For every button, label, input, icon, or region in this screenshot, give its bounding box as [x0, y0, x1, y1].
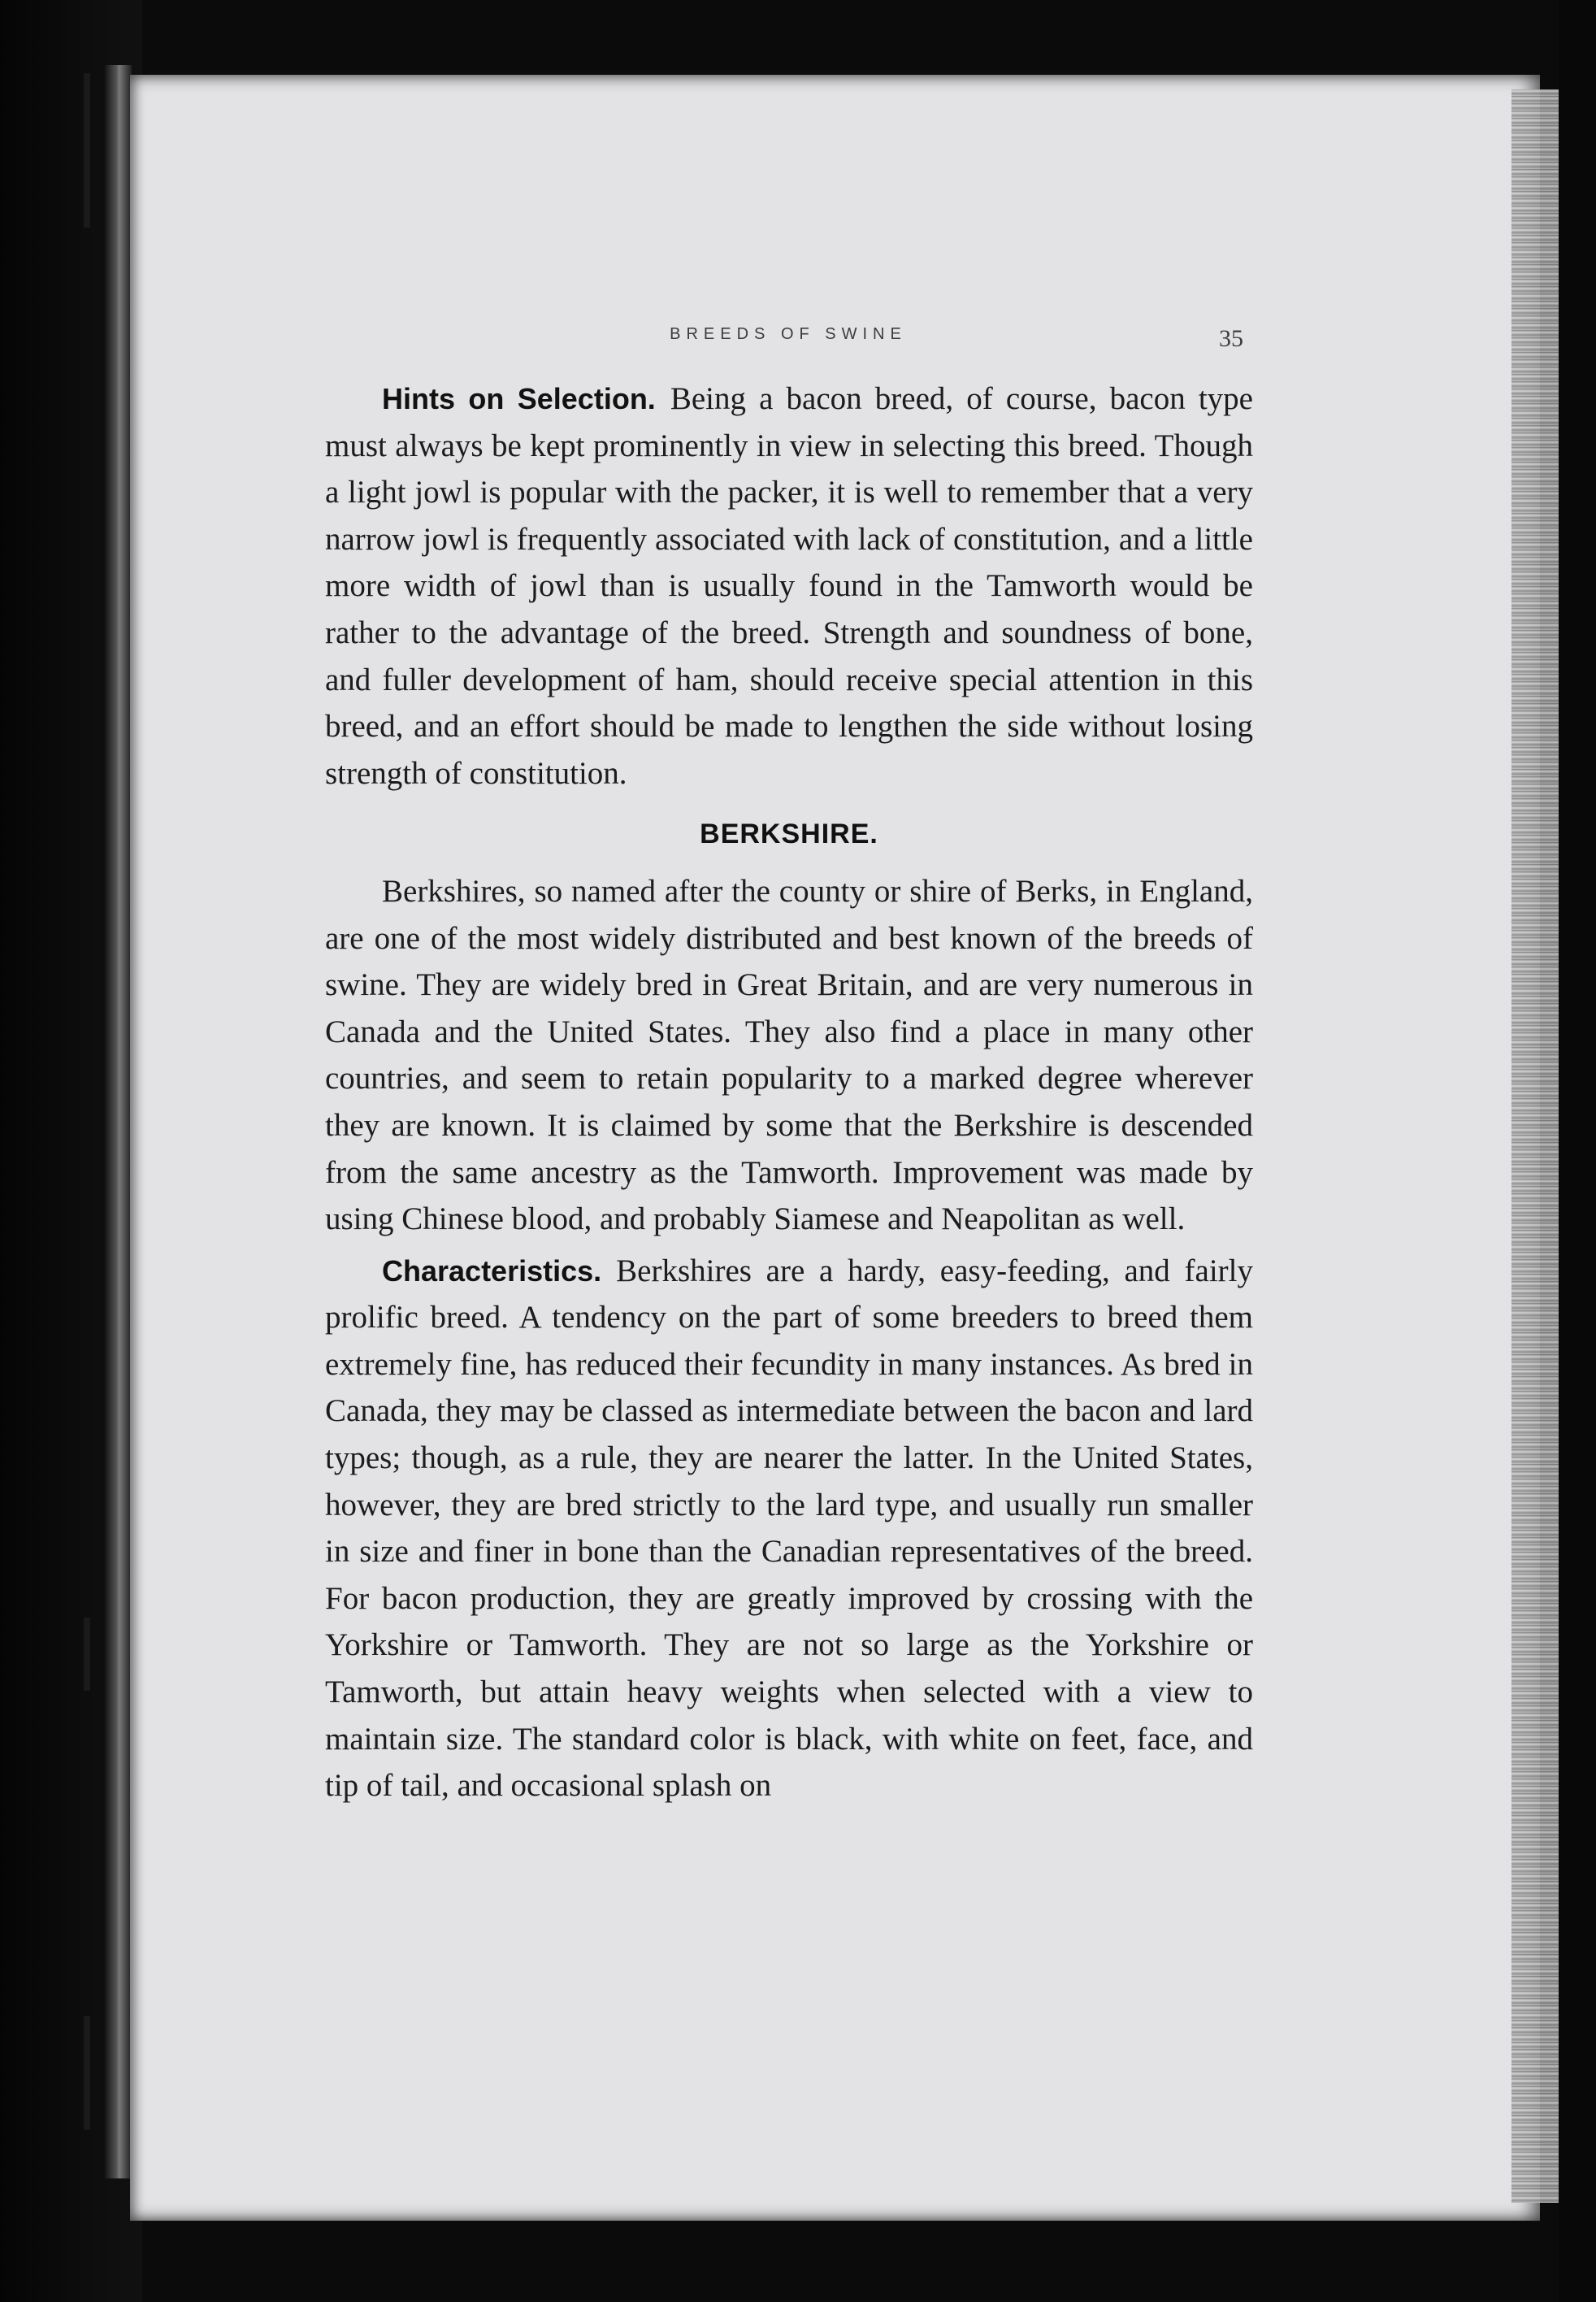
binding-mark [84, 73, 90, 228]
page-body [325, 376, 1253, 1809]
binding-mark [84, 1618, 90, 1691]
berkshire-intro-paragraph: Berkshires, so named after the county or shire of Berks, in England, are one of the most widely distributed and best known of the breeds of swine. They are widely bred in Great Britain, and are very numerous in Canada and the United States. They also find a place in many other countries, and seem to retain popularity to a marked degree wherever they are known. It is claimed by some that the Berkshire is descended from the same ancestry as the Tamworth. Improvement was made by using Chinese blood, and probably Siamese and Neapolitan as well. [325, 873, 1253, 1237]
page-number: 35 [1219, 325, 1243, 352]
binding-mark [84, 2016, 90, 2130]
characteristics-text: Berkshires are a hardy, easy-feeding, and fairly prolific breed. A tendency on the part of some breeders to breed them extremely fine, has reduced their fecundity in many instances. As bred in Canada, they may be classed as intermediate between the bacon and lard types; though, as a rule, they are nearer the latter. In the United States, however, they are bred strictly to the lard type, and usually run smaller in size and finer in bone than the Canadian representatives of the breed. For bacon production, they are greatly improved by crossing with the Yorkshire or Tamworth. They are not so large as the Yorkshire or Tamworth, but attain heavy weights when selected with a view to maintain size. The standard color is black, with white on feet, face, and tip of tail, and occasional splash on [325, 1253, 1253, 1804]
characteristics-heading: Characteristics. [382, 1253, 602, 1288]
characteristics-paragraph [325, 1248, 1253, 1809]
hints-text: Being a bacon breed, of course, bacon type must always be kept prominently in view in selecting this breed. Though a light jowl is popular with the packer, it is well to remember that a very narrow jowl is frequently associated with lack of constitution, and a little more width of jowl than is usually found in the Tamworth would be rather to the advantage of the breed. Strength and soundness of bone, and fuller development of ham, should receive special attention in this breed, and an effort should be made to lengthen the side without losing strength of constitution. [325, 381, 1253, 791]
page-stack-edge [1511, 89, 1559, 2203]
page-gutter-edge [104, 65, 132, 2178]
hints-heading: Hints on Selection. [382, 382, 656, 415]
scanner-background-right [1559, 0, 1596, 2302]
section-title-berkshire: BERKSHIRE. [700, 819, 878, 850]
page-header [325, 325, 1251, 353]
running-head: BREEDS OF SWINE [670, 325, 907, 343]
hints-paragraph [325, 376, 1253, 797]
